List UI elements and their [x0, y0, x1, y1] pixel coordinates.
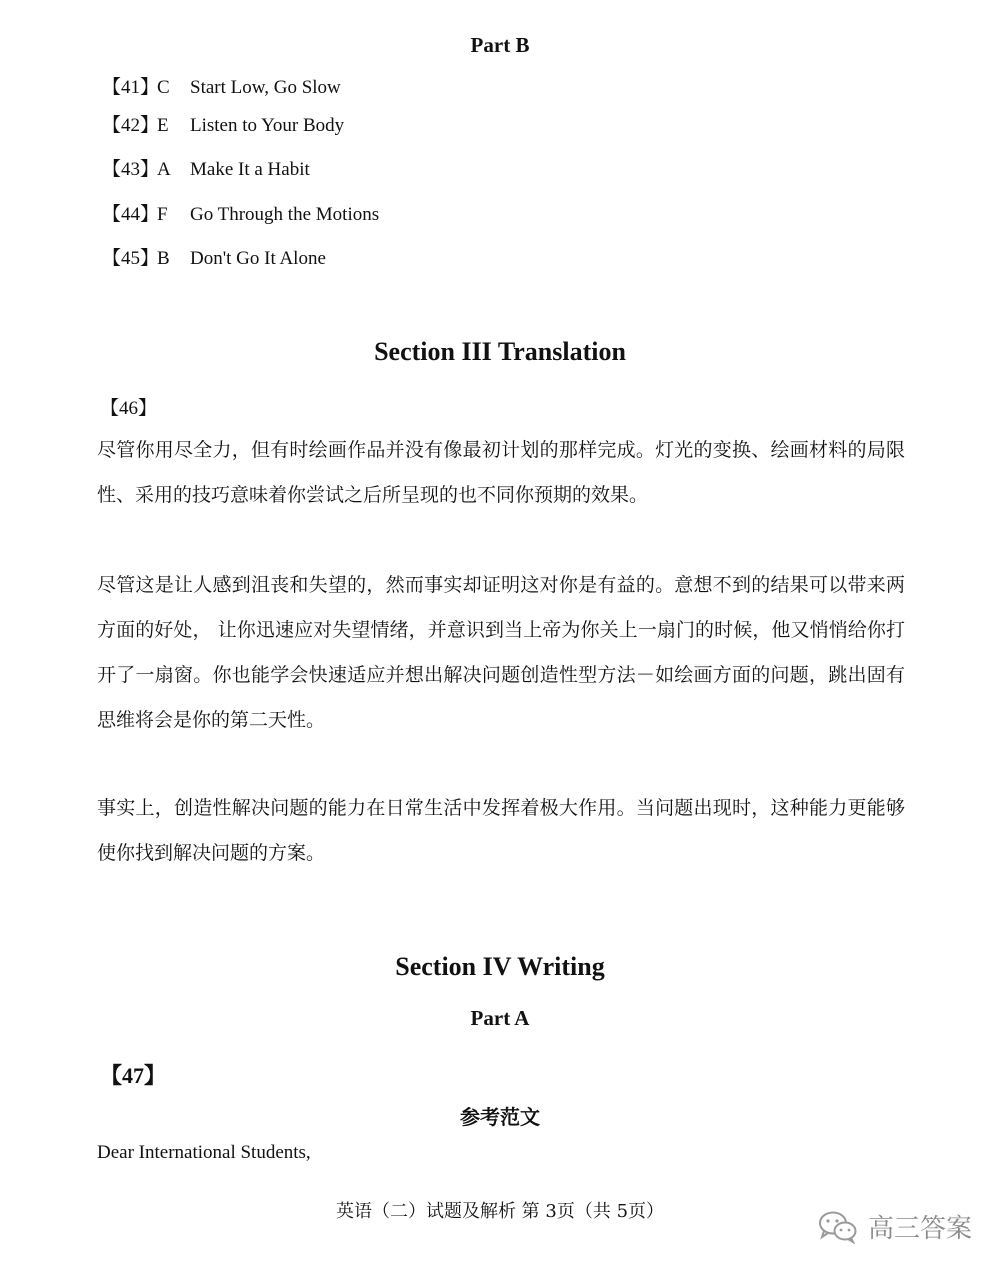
translation-paragraph-3: 事实上，创造性解决问题的能力在日常生活中发挥着极大作用。当问题出现时，这种能力更能够使你找到解决问题的方案。 — [97, 797, 905, 864]
question-number-47: 【47】 — [100, 1063, 167, 1088]
page-footer: 英语（二）试题及解析 第 3页（共 5页） — [335, 1201, 665, 1222]
answer-title: Listen to Your Body — [190, 115, 345, 136]
reference-essay-heading: 参考范文 — [460, 1107, 540, 1129]
answer-row-42 — [102, 110, 344, 137]
watermark-text: 高三答案 — [868, 1214, 973, 1244]
answer-letter: E — [157, 115, 169, 136]
part-a-heading: Part A — [470, 1006, 530, 1030]
section-3-heading: Section III Translation — [374, 337, 626, 366]
answer-title: Don't Go It Alone — [190, 248, 326, 269]
answer-row-45 — [102, 243, 326, 270]
answer-letter: F — [157, 204, 168, 225]
translation-paragraph-2: 尽管这是让人感到沮丧和失望的，然而事实却证明这对你是有益的。意想不到的结果可以带来两方面的好处， 让你迅速应对失望情绪，并意识到当上帝为你关上一扇门的时候，他又悄悄给你打开了一扇窗。你也能学会快速适应并想出解决问题创造性型方法－如绘画方面的问题，跳出固有思维将会是你的第二天性。 — [97, 574, 905, 731]
part-b-heading: Part B — [470, 33, 530, 57]
answer-number: 【43】 — [102, 159, 160, 180]
answer-number: 【44】 — [102, 204, 160, 225]
answer-title: Go Through the Motions — [190, 204, 380, 225]
letter-salutation: Dear International Students, — [97, 1142, 311, 1163]
answer-row-44 — [102, 199, 379, 226]
answer-row-41 — [102, 72, 341, 99]
answer-row-43 — [102, 154, 310, 181]
watermark — [818, 1208, 972, 1245]
answer-letter: C — [157, 77, 170, 98]
question-number-46: 【46】 — [100, 398, 158, 419]
answer-number: 【42】 — [102, 115, 160, 136]
answer-title: Start Low, Go Slow — [190, 77, 341, 98]
answer-letter: B — [157, 248, 170, 269]
answer-number: 【41】 — [102, 77, 160, 98]
section-4-heading: Section IV Writing — [395, 952, 605, 981]
wechat-icon — [818, 1210, 858, 1244]
translation-paragraph-1: 尽管你用尽全力，但有时绘画作品并没有像最初计划的那样完成。灯光的变换、绘画材料的局限性、采用的技巧意味着你尝试之后所呈现的也不同你预期的效果。 — [97, 439, 905, 506]
answer-title: Make It a Habit — [190, 159, 310, 180]
answer-letter: A — [157, 159, 171, 180]
answer-number: 【45】 — [102, 248, 160, 269]
